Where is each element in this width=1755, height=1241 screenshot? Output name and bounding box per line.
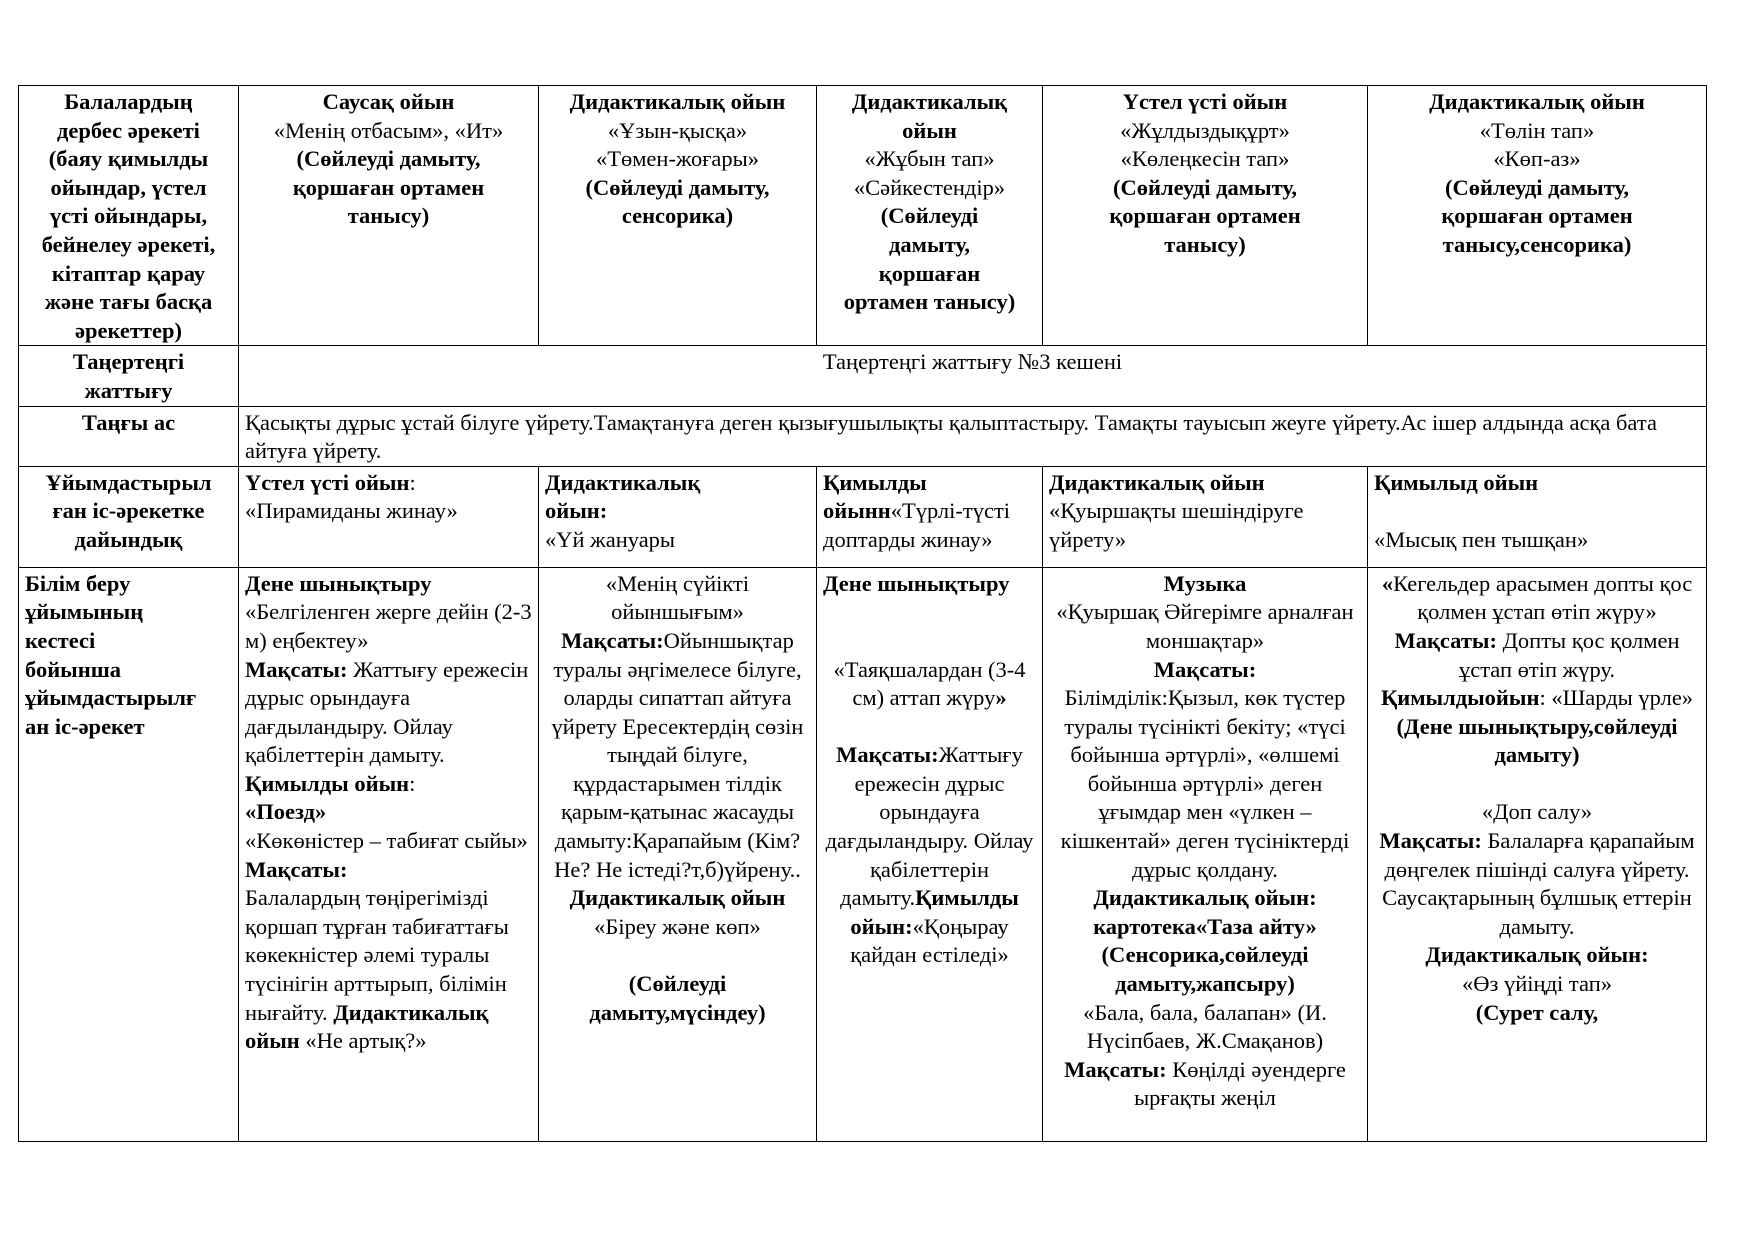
cell-text-run: Балалардың төңірегімізді қоршап тұрған табиғаттағы көкекністер әлемі туралы түсінігін арттырып, білімін нығайту. xyxy=(245,885,509,1025)
cell-text-run: қоршаған ортамен xyxy=(1441,203,1633,229)
education-cell-1 xyxy=(239,567,539,1141)
cell-text-run: «Жұбын тап» xyxy=(864,146,995,172)
cell-text-run: танысу,сенсорика) xyxy=(1442,231,1632,257)
preparation-cell-1 xyxy=(239,466,539,567)
education-cell-4 xyxy=(1043,567,1368,1141)
cell-text-run: танысу) xyxy=(347,203,430,229)
row-label-education: Білім беру ұйымының кестесі бойынша ұйымдастырылғ ан іс-әрекет xyxy=(19,567,239,1141)
cell-text-run: Үстел үсті ойын xyxy=(1122,89,1288,114)
cell-text-run: «Қуыршақты шешіндіруге үйрету» xyxy=(1049,498,1304,552)
cell-text-run: «Түрлі-түсті доптарды жинау» xyxy=(823,498,1011,552)
cell-text-run: «Біреу және көп» xyxy=(594,913,761,939)
cell-text-run: Мақсаты: xyxy=(1064,1056,1167,1082)
cell-text-run: Жаттығу ережесін дұрыс орындауға дағдыландыру. Ойлау қабілеттерін дамыту. xyxy=(825,742,1034,911)
free-activity-cell-1 xyxy=(239,86,539,346)
row-free-activity xyxy=(19,86,1707,346)
cell-text-run: «Жұлдыздықұрт» xyxy=(1120,117,1290,143)
cell-text-run: Дене шынықтыру xyxy=(823,570,1010,596)
cell-text-run: Дидактикалық xyxy=(851,89,1008,114)
cell-text-run: «Көкөністер – табиғат сыйы» xyxy=(245,828,528,854)
cell-text-run: » xyxy=(995,685,1007,711)
cell-text-run: Қимылды ойын xyxy=(245,770,410,796)
cell-text-run: «Сәйкестендір» xyxy=(853,174,1006,200)
row-breakfast xyxy=(19,406,1707,466)
cell-text-run: Дидактикалық ойын: картотека xyxy=(1093,885,1317,939)
cell-text-run: «Төмен-жоғары» xyxy=(595,146,760,172)
cell-text-run: Мақсаты: xyxy=(1153,656,1257,682)
cell-text-run: Дидактикалық ойын: xyxy=(1425,942,1649,968)
cell-text-run: «Не артық?» xyxy=(299,1028,427,1054)
preparation-cell-4 xyxy=(1043,466,1368,567)
cell-text-run: Қимылды ойын: xyxy=(850,885,1019,939)
preparation-cell-3 xyxy=(817,466,1043,567)
cell-text-run: «Төлін тап» xyxy=(1479,117,1595,143)
cell-text-run: (Сөйлеуді xyxy=(880,203,979,229)
free-activity-cell-5 xyxy=(1368,86,1707,346)
cell-text-run: ойын xyxy=(902,117,957,143)
cell-text-run: (Сөйлеуді дамыту, xyxy=(296,146,481,172)
cell-text-run: ортамен танысу) xyxy=(843,289,1016,315)
cell-text-run: қоршаған ортамен xyxy=(292,174,485,200)
cell-text-run: «Бала, бала, балапан» (И. Нүсіпбаев, Ж.Смақанов) xyxy=(1083,999,1327,1054)
cell-text-run: Үстел үсті ойын xyxy=(245,469,410,495)
cell-text-run: Қимылдыойын xyxy=(1380,685,1540,711)
cell-text-run: (Сөйлеуді дамыту, xyxy=(585,174,770,200)
cell-text-run: Дене шынықтыру xyxy=(245,570,432,596)
cell-text-run: ойынн xyxy=(823,498,891,524)
daily-plan-table xyxy=(18,85,1707,1142)
free-activity-cell-4 xyxy=(1043,86,1368,346)
cell-text-run: қоршаған ортамен xyxy=(1109,203,1301,229)
cell-text-run: Қимылды xyxy=(823,469,927,495)
cell-text-run: «Пирамиданы жинау» xyxy=(245,498,458,524)
cell-text-run: дамыту, xyxy=(889,231,970,257)
cell-text-run: Жаттығу ережесін дұрыс орындауға дағдыландыру. Ойлау қабілеттерін дамыту. xyxy=(245,656,529,768)
cell-text-run: Қимылыд ойын xyxy=(1374,469,1539,495)
cell-text-run: танысу) xyxy=(1164,231,1246,257)
row-label-breakfast: Таңғы ас xyxy=(19,406,239,466)
cell-text-run: сенсорика) xyxy=(621,203,734,229)
cell-text-run: «Доп салу» xyxy=(1481,799,1593,825)
cell-text-run: Музыка xyxy=(1163,570,1247,596)
cell-text-run: Мақсаты: xyxy=(1379,828,1482,854)
cell-text-run: Мақсаты: xyxy=(836,742,939,768)
cell-text-run: Дидактикалық ойын xyxy=(245,999,489,1054)
cell-text-run: «Ұзын-қысқа» xyxy=(607,117,748,143)
cell-text-run: Мақсаты: xyxy=(1394,627,1497,653)
cell-text-run: : xyxy=(409,770,416,796)
preparation-cell-2 xyxy=(539,466,817,567)
cell-text-run: «Өз үйіңді тап» xyxy=(1461,971,1612,997)
cell-text-run: Ойыншықтар туралы әңгімелесе білуге, оларды сипаттап айтуға үйрету Ересектердің сөзін тыңдай білуге, құрдастарымен тілдік қарым-қатынас жасауды дамыту:Қарапайым (Кім? Не? Не істеді?т,б)үйрену.. xyxy=(551,627,804,882)
free-activity-cell-3 xyxy=(817,86,1043,346)
cell-text-run: «Менің сүйікті ойыншығым» xyxy=(605,570,750,625)
cell-text-run: «Таза айту» xyxy=(1195,913,1317,939)
cell-text-run: «Белгіленген жерге дейін (2-3 м) еңбектеу» xyxy=(245,599,532,653)
cell-text-run: «Мысық пен тышқан» xyxy=(1374,526,1589,552)
cell-text-run: «Таяқшалардан (3-4 см) аттап жүру xyxy=(833,656,1026,711)
cell-text-run: (Дене шынықтыру,сөйлеуді дамыту) xyxy=(1396,713,1678,768)
cell-text-run: қоршаған xyxy=(878,260,981,286)
cell-text-run: (Сурет салу, xyxy=(1475,999,1599,1025)
row-preparation xyxy=(19,466,1707,567)
cell-text-run: (Сөйлеуді дамыту,мүсіндеу) xyxy=(589,971,766,1025)
row-label-free-activity: Балалардың дербес әрекеті (баяу қимылды ойындар, үстел үсті ойындары, бейнелеу әрекеті, кітаптар қарау және тағы басқа әрекеттер) xyxy=(19,86,239,346)
cell-text-run: «Поезд» xyxy=(245,799,327,825)
education-cell-5 xyxy=(1368,567,1707,1141)
cell-text-run: Балаларға қарапайым дөңгелек пішінді салуға үйрету. Саусақтарының бұлшық еттерін дамыту. xyxy=(1382,828,1695,939)
cell-text-run: «Үй жануары xyxy=(545,526,676,552)
breakfast-text: Қасықты дұрыс ұстай білуге үйрету.Тамақтануға деген қызығушылықты қалыптастыру. Тамақты тауысып жеуге үйрету.Ас ішер алдында асқа бата айтуға үйрету. xyxy=(239,406,1707,466)
cell-text-run: (Сөйлеуді дамыту, xyxy=(1113,174,1297,200)
cell-text-run: «Көп-аз» xyxy=(1493,146,1581,172)
row-education xyxy=(19,567,1707,1141)
education-cell-2 xyxy=(539,567,817,1141)
cell-text-run: Дидактикалық ойын xyxy=(569,885,786,911)
cell-text-run: Саусақ ойын xyxy=(322,89,455,114)
cell-text-run: Дидактикалық xyxy=(545,469,701,495)
row-label-preparation: Ұйымдастырыл ған іс-әрекетке дайындық xyxy=(19,466,239,567)
cell-text-run: Дидактикалық ойын xyxy=(1429,89,1645,114)
cell-text-run: Көңілді әуендерге ырғақты жеңіл xyxy=(1134,1056,1346,1111)
cell-text-run: Білімділік:Қызыл, көк түстер туралы түсінікті бекіту; «түсі бойынша әртүрлі», «өлшемі бойынша әртүрлі» деген ұғымдар мен «үлкен – кішкентай» деген түсініктерді дұрыс қолдану. xyxy=(1060,685,1350,882)
cell-text-run: « xyxy=(1381,570,1394,596)
cell-text-run: (Сөйлеуді дамыту, xyxy=(1445,174,1629,200)
cell-text-run: Дидактикалық ойын xyxy=(569,89,786,114)
free-activity-cell-2 xyxy=(539,86,817,346)
cell-text-run: : xyxy=(409,469,416,495)
cell-text-run: «Қоңырау қайдан естіледі» xyxy=(850,913,1009,968)
row-label-morning-exercise: Таңертеңгі жаттығу xyxy=(19,346,239,406)
cell-text-run: «Менің отбасым», «Ит» xyxy=(273,117,504,143)
cell-text-run: Мақсаты: xyxy=(561,627,664,653)
cell-text-run: Допты қос қолмен ұстап өтіп жүру. xyxy=(1458,627,1680,682)
cell-text-run: Мақсаты: xyxy=(245,856,348,882)
education-cell-3 xyxy=(817,567,1043,1141)
cell-text-run: Мақсаты: xyxy=(245,656,348,682)
cell-text-run: Кегельдер арасымен допты қос қолмен ұстап өтіп жүру» xyxy=(1393,570,1693,625)
cell-text-run: : «Шарды үрле» xyxy=(1539,685,1694,711)
cell-text-run: ойын: xyxy=(545,498,608,524)
row-morning-exercise xyxy=(19,346,1707,406)
preparation-cell-5 xyxy=(1368,466,1707,567)
cell-text-run: (Сенсорика,сөйлеуді дамыту,жапсыру) xyxy=(1101,942,1309,997)
morning-exercise-text: Таңертеңгі жаттығу №3 кешені xyxy=(239,346,1707,406)
cell-text-run: «Көлеңкесін тап» xyxy=(1120,146,1290,172)
cell-text-run: «Қуыршақ Әйгерімге арналған моншақтар» xyxy=(1056,599,1354,653)
cell-text-run: Дидактикалық ойын xyxy=(1049,469,1265,495)
